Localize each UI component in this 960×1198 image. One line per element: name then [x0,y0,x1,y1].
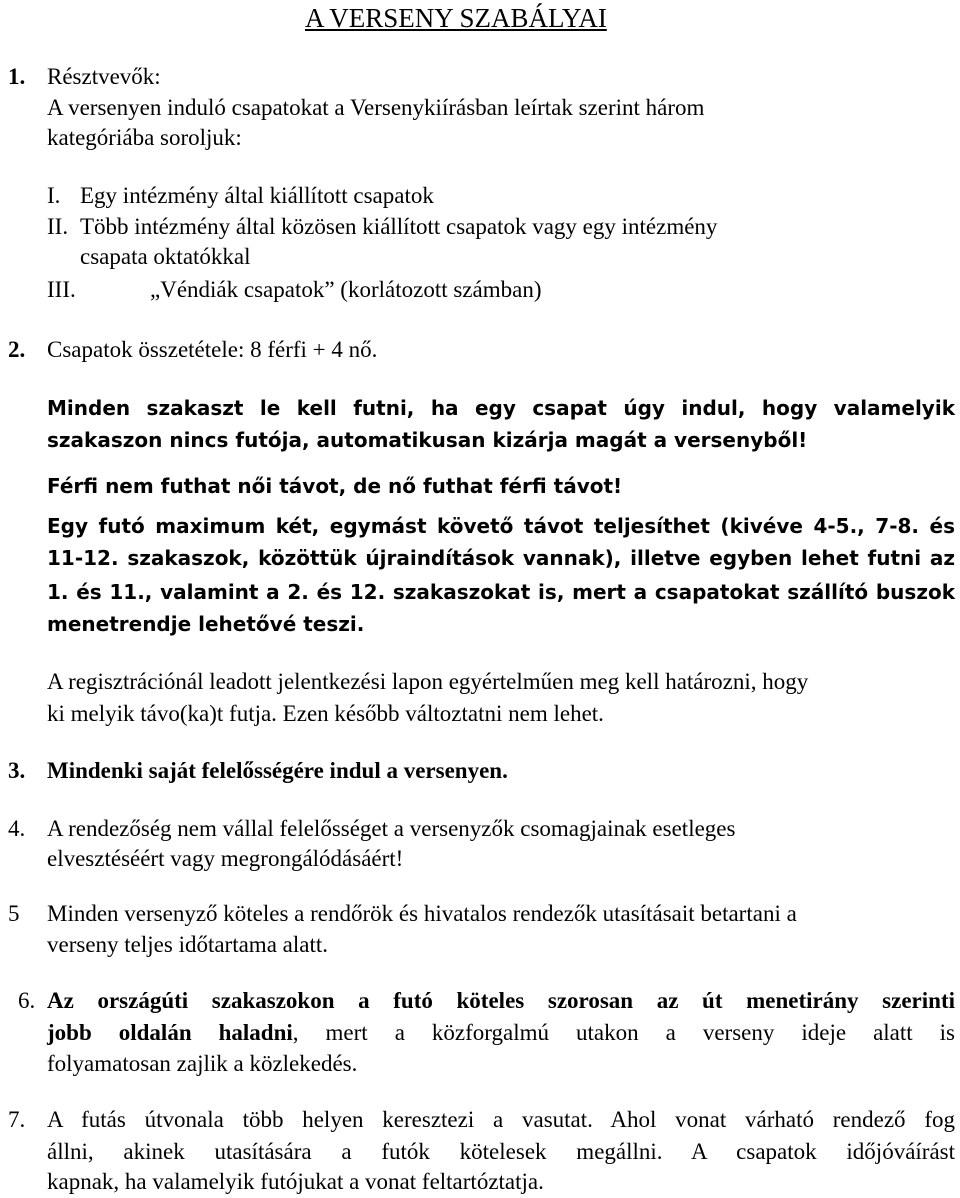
category-3-text: „Véndiák csapatok” (korlátozott számban) [150,277,542,302]
rule-paragraph-1-line-1: Minden szakaszt le kell futni, ha egy csapat úgy indul, hogy valamelyik [47,396,955,420]
category-1-number: I. [47,183,61,208]
rule-paragraph-3-line-4: menetrendje lehetővé teszi. [47,612,365,636]
section-4-number: 4. [8,816,26,841]
page-title: A VERSENY SZABÁLYAI [305,3,607,33]
category-2-text-1: Több intézmény által közösen kiállított csapatok vagy egy intézmény [80,214,718,239]
section-3-number: 3. [8,758,26,783]
category-1-text: Egy intézmény által kiállított csapatok [80,183,434,208]
section-7-line-3: kapnak, ha valamelyik futójukat a vonat feltartóztatja. [47,1169,544,1194]
section-5-number: 5 [8,901,20,926]
section-6-emphasis: jobb oldalán haladni [47,1020,293,1045]
section-2-text: Csapatok összetétele: 8 férfi + 4 nő. [47,337,378,362]
rule-paragraph-3-line-2: 11-12. szakaszok, közöttük újraindítások vannak), illetve egyben lehet futni az [47,546,955,570]
category-2-number: II. [47,214,69,239]
section-5-line-1: Minden versenyző köteles a rendőrök és hivatalos rendezők utasításait betartani a [47,901,797,926]
section-7-line-1: A futás útvonala több helyen keresztezi a vasutat. Ahol vonat várható rendező fog [47,1107,955,1132]
section-6-line-2 [47,1019,955,1047]
rule-paragraph-1-line-2: szakaszon nincs futója, automatikusan kizárja magát a versenyből! [47,428,808,452]
rule-paragraph-2: Férfi nem futhat női távot, de nő futhat férfi távot! [47,474,623,498]
section-7-line-2: állni, akinek utasítására a futók kötelesek megállni. A csapatok időjóváírást [47,1139,955,1164]
section-1-line-1: A versenyen induló csapatokat a Versenykiírásban leírtak szerint három [47,95,705,120]
section-4-line-1: A rendezőség nem vállal felelősséget a versenyzők csomagjainak esetleges [47,816,736,841]
registration-paragraph-line-1: A regisztrációnál leadott jelentkezési lapon egyértelműen meg kell határozni, hogy [47,669,809,694]
category-3-number: III. [47,277,76,302]
category-2-text-2: csapata oktatókkal [80,244,251,269]
section-1-line-2: kategóriába soroljuk: [47,125,242,150]
section-1-number: 1. [8,64,26,89]
section-2-number: 2. [8,337,26,362]
section-5-line-2: verseny teljes időtartama alatt. [47,932,328,957]
section-6-line-1: Az országúti szakaszokon a futó köteles szorosan az út menetirány szerinti [47,988,955,1013]
rule-paragraph-3-line-1: Egy futó maximum két, egymást követő távot teljesíthet (kivéve 4-5., 7-8. és [47,514,955,538]
section-6-number: 6. [18,988,36,1013]
section-1-heading: Résztvevők: [47,64,161,89]
registration-paragraph-line-2: ki melyik távo(ka)t futja. Ezen később változtatni nem lehet. [47,701,604,726]
section-7-number: 7. [8,1107,26,1132]
section-4-line-2: elvesztéséért vagy megrongálódásáért! [47,846,404,871]
section-6-line-3: folyamatosan zajlik a közlekedés. [47,1051,358,1076]
rule-paragraph-3-line-3: 1. és 11., valamint a 2. és 12. szakaszokat is, mert a csapatokat szállító buszok [47,580,955,604]
section-6-line-2-rest: , mert a közforgalmú utakon a verseny ideje alatt is [292,1020,955,1045]
section-3-text: Mindenki saját felelősségére indul a versenyen. [47,758,508,783]
